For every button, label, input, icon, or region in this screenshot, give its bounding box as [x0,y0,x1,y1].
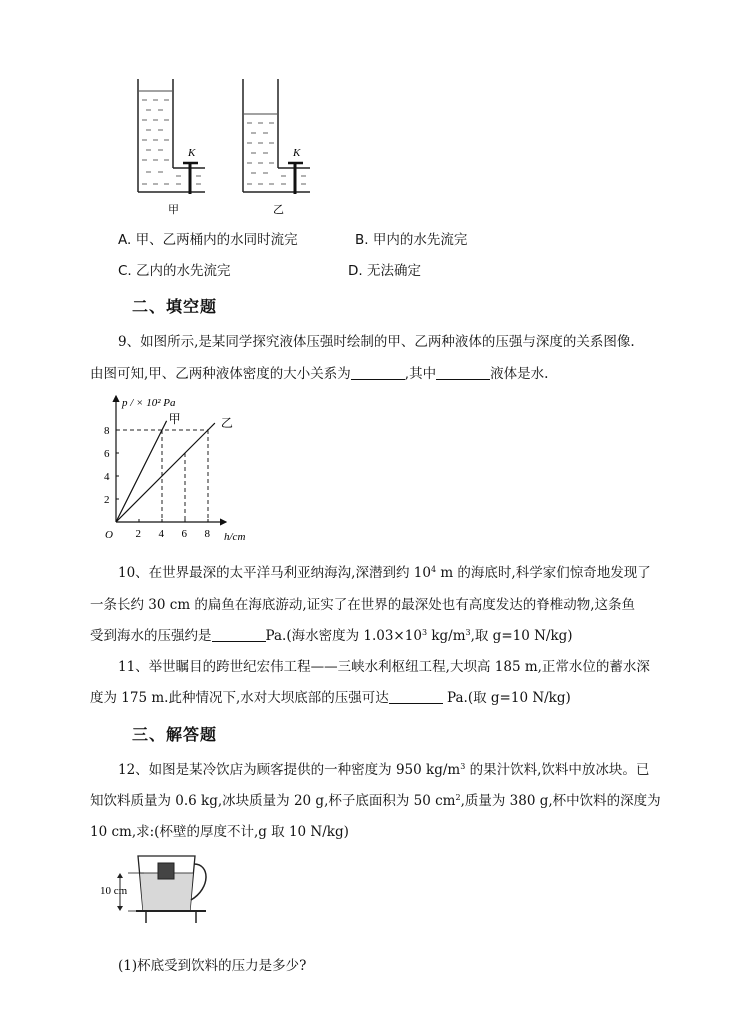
q10-line1 [118,563,651,583]
y-tick-label-8: 8 [104,425,110,437]
option-d: D. 无法确定 [348,263,421,279]
chart-ylabel: p / × 10² Pa [122,397,176,409]
q11-line2 [90,688,571,708]
section-3-title: 三、解答题 [132,725,218,744]
ice-cube [158,863,174,879]
x-tick-label-2: 2 [135,528,141,540]
q9-blank-2[interactable] [436,365,490,380]
q12-sup-2: 2 [455,793,461,802]
valve-label-right: K [293,147,301,159]
q10-sup-1: 3 [421,628,428,637]
option-c: C. 乙内的水先流完 [118,263,231,279]
q12-line3: 10 cm,求:(杯壁的厚度不计,g 取 10 N/kg) [90,824,349,840]
x-tick-label-8: 8 [204,528,210,540]
section-2-title: 二、填空题 [132,297,218,316]
chart-origin: O [105,529,113,541]
q9-blank-1[interactable] [351,365,405,380]
tank-yi [243,79,310,194]
tanks-figure [128,76,348,221]
q12-sup-1: 3 [460,762,466,771]
q9-text-a: 由图可知,甲、乙两种液体密度的大小关系为 [90,366,351,382]
q10-line2: 一条长约 30 cm 的扁鱼在海底游动,证实了在世界的最深处也有高度发达的脊椎动物,这条鱼 [90,597,635,613]
depth-label: 10 cm [100,885,128,897]
q10-text-a: 10、在世界最深的太平洋马利亚纳海沟,深潜到约 10 [118,565,431,581]
caption-jia: 甲 [168,203,179,216]
q12-text-c: 知饮料质量为 0.6 kg,冰块质量为 20 g,杯子底面积为 50 cm [90,793,456,809]
chart-xlabel: h/cm [224,531,246,543]
y-tick-label-2: 2 [104,494,110,506]
q10-sup-exp: 4 [430,565,437,574]
option-b: B. 甲内的水先流完 [355,232,468,248]
q12-text-b: 的果汁饮料,饮料中放冰块。已 [465,762,650,778]
y-tick-label-4: 4 [104,471,110,483]
q10-blank[interactable] [212,627,266,642]
q10-text-d: Pa.(海水密度为 1.03×10 [265,628,422,644]
q10-text-c: 受到海水的压强约是 [90,628,212,644]
q9-text-b: ,其中 [404,366,437,382]
q9-text-c: 液体是水. [490,366,549,382]
series-line-1 [116,423,215,522]
q12-text-d: ,质量为 380 g,杯中饮料的深度为 [460,793,661,809]
q10-text-b: m 的海底时,科学家们惊奇地发现了 [436,565,651,581]
cup-figure [98,850,228,925]
q11-blank[interactable] [389,689,443,704]
series-label-0: 甲 [168,411,181,426]
q12-sub1: (1)杯底受到饮料的压力是多少? [118,958,307,974]
q10-text-f: ,取 g=10 N/kg) [470,628,573,644]
q12-text-a: 12、如图是某冷饮店为顾客提供的一种密度为 950 kg/m [118,762,461,778]
valve-label-left: K [188,147,196,159]
option-a: A. 甲、乙两桶内的水同时流完 [118,232,298,248]
q11-text-a: 度为 175 m.此种情况下,水对大坝底部的压强可达 [90,690,389,706]
q9-line2 [90,364,548,384]
tank-jia [138,79,205,194]
q10-sup-2: 3 [465,628,471,637]
q12-line1 [118,760,649,780]
x-tick-label-6: 6 [181,528,187,540]
q10-line3 [90,626,573,646]
x-tick-label-4: 4 [158,528,164,540]
q9-line1: 9、如图所示,是某同学探究液体压强时绘制的甲、乙两种液体的压强与深度的关系图像. [118,334,635,350]
q11-text-b: Pa.(取 g=10 N/kg) [442,690,571,706]
series-label-1: 乙 [220,416,233,431]
pressure-depth-chart [96,390,286,545]
q11-line1: 11、举世瞩目的跨世纪宏伟工程——三峡水利枢纽工程,大坝高 185 m,正常水位的蓄水深 [118,659,650,675]
caption-yi: 乙 [273,203,284,216]
q12-line2 [90,791,661,811]
series-line-0 [116,421,167,522]
q10-text-e: kg/m [427,628,466,644]
y-tick-label-6: 6 [104,448,110,460]
